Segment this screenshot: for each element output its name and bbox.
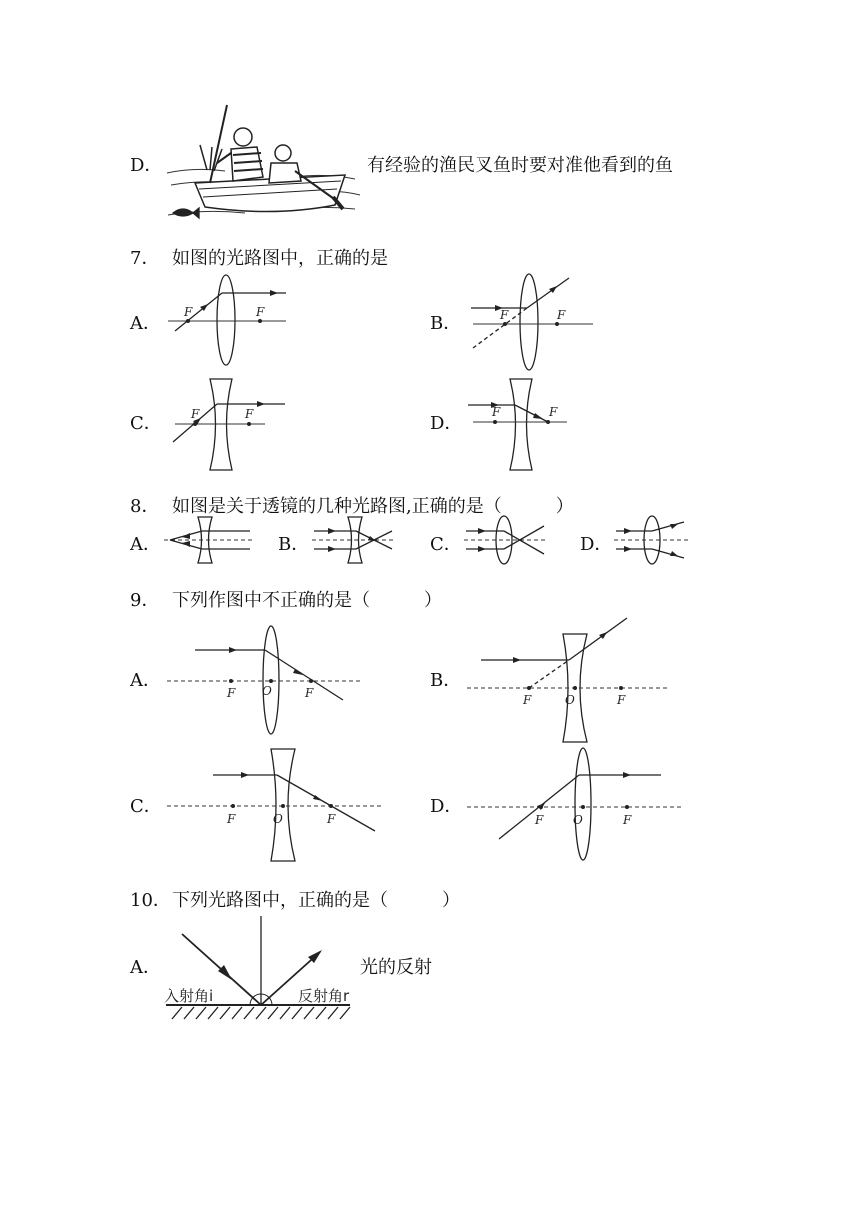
svg-text:F: F [492,405,501,419]
q7-option-a-label: A． [130,313,161,334]
svg-text:F: F [327,812,336,826]
q9-a-diagram [165,625,365,737]
q8-c-diagram [462,514,552,566]
q9-c-diagram [165,745,385,865]
q9-option-d-label: D． [430,796,463,817]
q10-number: 10． [130,890,171,911]
q6-option-d-label: D． [130,155,163,176]
svg-text:F: F [623,813,632,827]
svg-text:F: F [523,693,532,707]
q8-option-a-label: A． [130,534,161,555]
svg-text:O: O [573,813,583,827]
reflection-angle-label: 反射角r [298,987,350,1005]
q8-number: 8． [130,496,160,517]
svg-text:F: F [557,308,566,322]
q8-b-diagram [310,514,400,566]
q7-d-diagram [465,376,575,474]
svg-text:F: F [535,813,544,827]
q9-b-diagram [465,612,675,747]
svg-text:F: F [191,407,200,421]
svg-text:F: F [245,407,254,421]
q7-b-diagram [465,270,605,375]
q10-a-reflection-diagram [162,912,357,1024]
svg-text:F: F [549,405,558,419]
q10-option-a-text: 光的反射 [360,957,432,978]
q8-a-diagram [160,514,255,566]
q7-number: 7． [130,248,160,269]
q7-a-diagram [160,275,300,375]
svg-text:F: F [227,812,236,826]
q9-option-b-label: B． [430,670,462,691]
q9-option-a-label: A． [130,670,161,691]
svg-text:O: O [262,684,272,698]
q9-option-c-label: C． [130,796,162,817]
q7-option-d-label: D． [430,413,463,434]
q8-d-diagram [612,514,692,566]
svg-text:F: F [227,686,236,700]
q9-stem: 下列作图中不正确的是（ ） [172,590,442,611]
svg-text:F: F [256,305,265,319]
q8-option-c-label: C． [430,534,462,555]
q8-option-d-label: D． [580,534,613,555]
q8-option-b-label: B． [278,534,310,555]
svg-text:F: F [305,686,314,700]
svg-text:O: O [273,812,283,826]
q7-stem: 如图的光路图中，正确的是 [172,248,388,269]
svg-text:F: F [617,693,626,707]
q7-c-diagram [165,376,290,474]
fisherman-boat-image [165,105,365,225]
svg-text:O: O [565,693,575,707]
q10-stem: 下列光路图中，正确的是（ ） [172,890,460,911]
svg-text:F: F [184,305,193,319]
q8-stem: 如图是关于透镜的几种光路图,正确的是（ ） [172,496,574,517]
q10-option-a-label: A． [130,957,161,978]
q9-number: 9． [130,590,160,611]
q6-option-d-text: 有经验的渔民叉鱼时要对准他看到的鱼 [367,155,673,176]
q7-option-b-label: B． [430,313,462,334]
svg-text:F: F [500,308,509,322]
q9-d-diagram [465,745,685,865]
incident-angle-label: 入射角i [164,987,214,1005]
q7-option-c-label: C． [130,413,162,434]
